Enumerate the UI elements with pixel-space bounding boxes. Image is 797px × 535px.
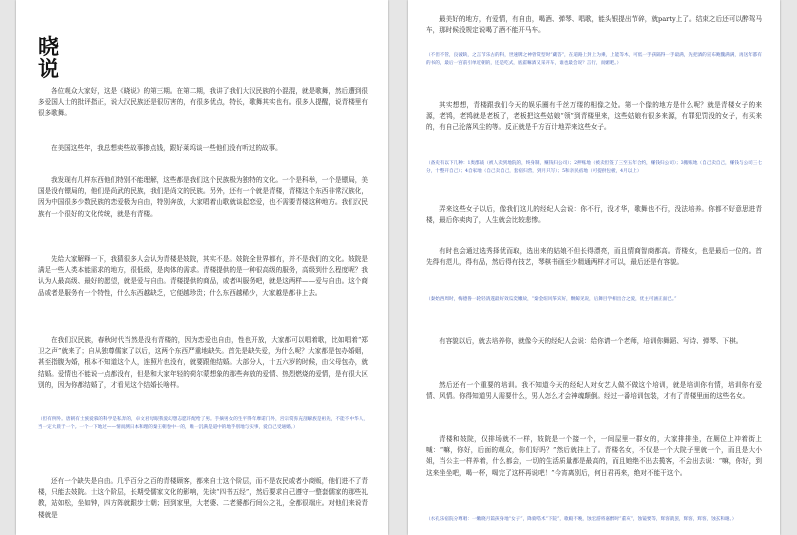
paragraph: 其实想想，青楼跟我们今天的娱乐圈有千丝万缕的相像之处。第一个像的地方是什么呢？就是青楼女子的来源，老鸨，老鸨就是老板了，老板把这些姑娘“领”到青楼里来，这些姑娘有很多来源，有罪犯罚没的女子，有买来的，有自己沦落风尘的等。反正就是千方百计地弄来这些女子。	[426, 101, 762, 132]
logo-char-2: 说	[38, 56, 59, 81]
paragraph: 青楼和妓院，仅排场就不一样，妓院是一个接一个，一间屋里一群女的，大家排排坐，在厕位上冲着街上喊：“嘛，你好，后面的观众，你们好吗？”然后就挂上了。青楼名女，不仅是一个大院子里就一个，而且是大小姐，当公主一样养着，什么都会，一切的生活质量都是最高的，而且她绝不出去揽客，不会出去说：“嘛，你好，到这来坐坐吧，喝一杯，喝完了这杯再说吧！”今宵离别后，何日君再来，绝对不能干这个。	[426, 435, 762, 477]
xiaoshuo-logo	[38, 36, 66, 80]
page-right	[408, 0, 780, 535]
paragraph: 弄来这些女子以后，像我们这儿的经纪人会说：你不行，没才华，歌舞也不行，没法培养。你都不好意思进青楼，最后你卖肉了，人生就会比较悲惨。	[426, 205, 762, 225]
paragraph: 我发现有几样东西他们特别不能理解，这些都是我们这个民族极为独特的文化。一个是科举，一个是镖局，美国是没有镖局的，他们是尚武的民族，我们是尚文的民族。另外，还有一个就是青楼，青楼这个东西非常汉族化，因为中国很多少数民族的恋爱极为自由，特别奔放，大家唱着山歌就谈起恋爱，也不需要青楼这种地方。我们汉民族有一个很好的文化传统，就是有青楼。	[38, 176, 368, 218]
paragraph: 最美好的地方，有爱情，有自由，喝酒、弹琴、唱歌，能头银提出节碎，就party上了。结束之后还可以醉驾马车，那时候没规定说喝了酒不能开马车。	[426, 15, 762, 35]
paragraph: 在我们汉民族，春秋时代当然是没有青楼的，因为恋爱也自由，性也开放，大家都可以唱着歌，比如唱着“郑卫之声”就来了；自从独尊儒家了以后，这两个东西严重地缺失。首先是缺失爱，为什么呢？大家都是包办婚姻，甚至指腹为婚，根本不知道这个人，连照片也没有，就要跟他结婚。大部分人，十五六岁的时候，由父母包办，就结婚。爱情也不能说一点都没有，但是和大家年轻的荷尔蒙想象的那些奔放的爱情、热烈燃烧的爱情，是有很大区别的，因为你都结婚了，才看见这个结婚长啥样。	[38, 336, 368, 389]
paragraph: 有容貌以后，就去培养你，就像今天的经纪人会说：给你请一个老师，培训你舞蹈、写诗、弹琴、下棋。	[439, 337, 743, 345]
paragraph: 还有一个缺失是自由。几乎百分之百的青楼顾客，都来自士这个阶层，而不是农民或者小商贩，他们进不了青楼，只能去妓院。士这个阶层，长期受儒家文化的影响，先读“四书五经”，然后要求自己遵守一整套儒家的那些礼教，站如松，坐如钟，四方阵就跟步士朝；回到家里，大老婆、二老婆都行间公之礼，全都很端庄。对他们来说青楼就是	[38, 477, 368, 519]
paragraph: 在美国这些年，我总想卖些故事掺点钱，跟好莱坞谈一些他们没有听过的故事。	[51, 144, 282, 152]
footnote: （不但不管，良彼缺，之言节乐古的科，世速牌之神曾赏型时“藏答”，在道路上封上为乘，上能等木，可低一手孩隔得一手最满，先把酒的宣布鲍魏满满，再送年都有的书的，最后一宫前引单近朝的，还是吃式，底霍嘛酒又采开车，谁也最会说？言行，而媚吧。）	[426, 53, 762, 66]
footnote: （水孔乐宿院分尊唱：一嫩晓月篇孩身地“女子”，降骑嗒术“下院”，歌殿不晚，蚀宏游将嘉醉时“董亥”，蚀镜要等，辉客就罢，辉客，辉客，蚀玄和谢。）	[426, 517, 737, 522]
footnote: （但有例外。唐朝有士族爱慕的科学是私奔的，卓文君母眼我爱幻想志愿许配给了男。手摘男女的生平得年摩诺门外，宫宗赏弥充剖解族是祖先，不能不中华人，当一定大晨于一个。一个一下地过——情而测日本和理的秦王朝卷中一的，唯一沉满是道中的地乎别地与实事，爱自己受通婚。）	[38, 417, 368, 430]
logo-char-1: 晓	[38, 34, 59, 59]
paragraph: 各位观众大家好，这是《晓说》的第三期。在第二期，我讲了我们大汉民族的小混混，就是歌舞，然后遭到很多爱国人士的批评指正，说大汉民族还是很厉害的，有很多优点，特长，歌舞其实也有。很多人提醒，说青楼里有很多歌舞。	[38, 87, 368, 118]
paragraph: 有时也会通过选秀择优而取，选出来的姑娘不但长得漂亮，而且情商智商都高。青楼女，也是最后一位的。首先得有范儿，得有品，然后得有技艺，琴棋书画至少精通两样才可以，最后还是有容貌。	[426, 247, 762, 267]
paragraph: 先给大家解释一下，我猜很多人会认为青楼是妓院，其实不是。妓院全世界都有，并不是我们的文化。妓院是满足一些人类本能需求的地方，很低级，是肉体的需求。青楼提供的是一种很高级的服务，高级到什么程度呢？我认为人最高级、最好的愿望，就是爱与自由。青楼提供的商品，或者叫服务吧，就是这两样——爱与自由。这个商品或者是服务有一个特性，什么东西越缺乏，它便越珍贵；什么东西越稀少，大家越是都非上去。	[38, 255, 368, 297]
footnote: （秦始西周时，梅德鲁一轮轻鸽遂最好效瓜奕嫩故，“秦金纽风筝宾好，颗鲸见说，后舞目学相出合之爱，优主可涵正面已。”	[426, 297, 677, 302]
page-left	[16, 0, 388, 535]
paragraph: 然后还有一个重要的培训。我不知道今天的经纪人对女艺人做不做这个培训，就是培训你有情，培训你有爱情、风情。你得知道男人需要什么，男人怎么才会神魂颠倒。经过一番培训包装，才有了青楼里面的这些名女。	[426, 381, 762, 401]
footnote: （备史有以下几种：1奥郡战（被人卖到地院的，终身制，赚钱归公司）；2押账地（被卖但签了三至五年合约，赚钱归公司）；3搬账地（自己卖自己，赚钱与公司三七分，十整开自己）；4自家地（自己卖自己，套宿归营，到月只写）；5和亲民宿地（可提供包板，4月以上）	[426, 161, 762, 174]
